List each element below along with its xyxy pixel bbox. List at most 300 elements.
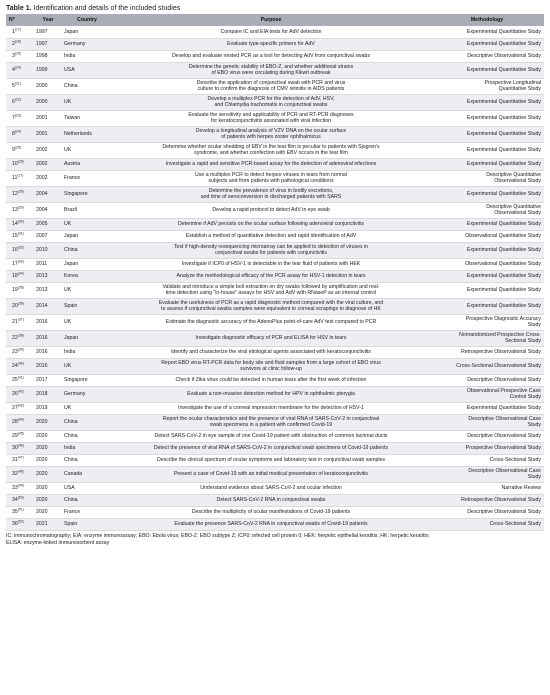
study-country-value: USA	[64, 484, 75, 491]
study-country-value: Singapore	[64, 376, 88, 383]
study-country-value: UK	[64, 404, 72, 411]
methodology-line: Observational Quantitative Study	[465, 232, 541, 239]
study-number	[6, 494, 34, 506]
study-country-value: India	[64, 348, 76, 355]
purpose-line: Investigate a rapid and sensitive PCR-based assay for the detection of adenoviral infections	[165, 160, 377, 167]
study-methodology	[430, 386, 544, 402]
study-number-value: 25	[12, 376, 18, 383]
purpose-line: Report the ocular characteristics and the presence of viral RNA of SARS-CoV-2 in conjunctival	[162, 415, 380, 422]
methodology-line: Experimental Quantitative Study	[466, 160, 541, 167]
study-year-value: 2020	[36, 444, 48, 451]
study-purpose	[112, 314, 430, 330]
reference-number: (40)	[17, 361, 24, 366]
reference-number: (17)	[14, 26, 21, 31]
purpose-line: syndrome, and whether coinfection with EBV occurs in the tear film	[194, 150, 348, 156]
study-year-value: 2017	[36, 376, 48, 383]
studies-table	[6, 14, 544, 531]
methodology-line: Nonrandomized Prospective Cross-	[459, 331, 541, 338]
table-row	[6, 442, 544, 454]
table-row	[6, 518, 544, 530]
reference-number: (34)	[17, 271, 24, 276]
study-country-value: UK	[64, 362, 72, 369]
methodology-line: Experimental Quantitative Study	[466, 404, 541, 411]
header-methodology: Methodology	[430, 14, 544, 26]
study-country	[62, 158, 112, 170]
study-year	[34, 314, 62, 330]
study-country	[62, 230, 112, 242]
study-country-value: China	[64, 246, 78, 253]
study-number-value: 34	[12, 496, 18, 503]
table-row	[6, 38, 544, 50]
purpose-line: Evaluate a non-invasive detection method for HPV in ophthalmic pterygia	[187, 390, 355, 397]
purpose-line: Check if Zika virus could be detected in human tears after the first week of infection	[175, 376, 367, 383]
study-purpose	[112, 346, 430, 358]
purpose-line: Develop and evaluate nested PCR as a tool for detecting AdV from conjunctival swabs	[171, 52, 371, 59]
reference-number: (24)	[14, 129, 21, 134]
reference-number: (23)	[14, 113, 21, 118]
study-country-value: UK	[64, 286, 72, 293]
study-year-value: 2001	[36, 114, 48, 121]
purpose-line: Report EBO virus RT-PCR data for body site and fluid samples from a large cohort of EBO virus	[161, 359, 381, 366]
study-number-value: 10	[12, 160, 18, 167]
study-number	[6, 518, 34, 530]
study-country	[62, 258, 112, 270]
study-number	[6, 94, 34, 110]
purpose-line: Determine the prevalence of virus in bodily excretions,	[208, 187, 334, 194]
study-country	[62, 330, 112, 346]
study-number	[6, 454, 34, 466]
methodology-line: Experimental Quantitative Study	[466, 98, 541, 105]
study-purpose	[112, 298, 430, 314]
study-methodology	[430, 126, 544, 142]
table-row	[6, 482, 544, 494]
study-country	[62, 50, 112, 62]
table-row	[6, 50, 544, 62]
study-methodology	[430, 298, 544, 314]
study-country	[62, 402, 112, 414]
reference-number: (32)	[17, 245, 24, 250]
study-year-value: 2020	[36, 496, 48, 503]
study-number-value: 23	[12, 348, 18, 355]
study-number	[6, 142, 34, 158]
table-row	[6, 94, 544, 110]
table-row	[6, 494, 544, 506]
study-number-value: 20	[12, 302, 18, 309]
study-number-value: 19	[12, 286, 18, 293]
study-year	[34, 430, 62, 442]
purpose-line: and time of seroconversion in discharged patients with SARS	[200, 194, 342, 200]
methodology-line: Experimental Quantitative Study	[466, 220, 541, 227]
study-number-value: 28	[12, 418, 18, 425]
purpose-line: Validate and introduce a simple boil extraction on dry swabs followed by amplification and real-	[162, 283, 380, 290]
study-purpose	[112, 454, 430, 466]
study-number	[6, 78, 34, 94]
table-row	[6, 110, 544, 126]
study-number	[6, 330, 34, 346]
purpose-line: to assess if conjunctival swabs samples were equivalent to corneal scrapings to diagnose of HK	[161, 306, 381, 312]
table-row	[6, 466, 544, 482]
study-year-value: 1999	[36, 66, 48, 73]
study-number	[6, 506, 34, 518]
study-country	[62, 298, 112, 314]
purpose-line: Compare IC and EIA tests for AdV detection	[220, 28, 322, 35]
purpose-line: Describe the multiplicity of ocular manifestations of Covid-19 patients	[191, 508, 351, 515]
study-country	[62, 78, 112, 94]
table-row	[6, 314, 544, 330]
study-year-value: 2020	[36, 432, 48, 439]
methodology-line: Retrospective Observational Study	[461, 348, 541, 355]
study-number	[6, 126, 34, 142]
study-country	[62, 518, 112, 530]
study-number-value: 22	[12, 334, 18, 341]
study-year	[34, 466, 62, 482]
study-year	[34, 482, 62, 494]
study-country	[62, 242, 112, 258]
table-caption	[6, 3, 544, 14]
study-number-value: 21	[12, 318, 18, 325]
methodology-line: Retrospective Observational Study	[461, 496, 541, 503]
methodology-line: Experimental Quantitative Study	[466, 286, 541, 293]
study-methodology	[430, 454, 544, 466]
study-number	[6, 282, 34, 298]
reference-number: (30)	[17, 219, 24, 224]
study-number	[6, 110, 34, 126]
study-country-value: UK	[64, 220, 72, 227]
study-number	[6, 402, 34, 414]
methodology-line: Experimental Quantitative Study	[466, 40, 541, 47]
study-year-value: 2016	[36, 362, 48, 369]
study-year	[34, 506, 62, 518]
table-row	[6, 386, 544, 402]
table-row	[6, 142, 544, 158]
study-year	[34, 258, 62, 270]
study-country	[62, 314, 112, 330]
methodology-line: Cross-Sectional Study	[489, 520, 541, 527]
study-country	[62, 62, 112, 78]
study-methodology	[430, 142, 544, 158]
table-row	[6, 282, 544, 298]
study-methodology	[430, 186, 544, 202]
study-country-value: Germany	[64, 390, 86, 397]
study-year	[34, 402, 62, 414]
purpose-line: culture to confirm the diagnosis of CMV retinitis in AIDS patients	[197, 86, 345, 92]
table-row	[6, 202, 544, 218]
purpose-line: Develop a longitudinal analysis of VZV DNA on the ocular surface	[195, 127, 347, 134]
study-country	[62, 454, 112, 466]
study-purpose	[112, 26, 430, 38]
table-row	[6, 230, 544, 242]
study-year	[34, 330, 62, 346]
study-methodology	[430, 94, 544, 110]
study-country-value: India	[64, 444, 76, 451]
study-methodology	[430, 282, 544, 298]
study-purpose	[112, 430, 430, 442]
purpose-line: Evaluate the presence SARS-CoV-2 RNA in conjunctival swabs of Covid-19 patients	[174, 520, 368, 527]
study-purpose	[112, 358, 430, 374]
study-year-value: 2013	[36, 272, 48, 279]
study-year-value: 2011	[36, 260, 48, 267]
study-year	[34, 242, 62, 258]
study-year	[34, 126, 62, 142]
study-number	[6, 38, 34, 50]
study-methodology	[430, 110, 544, 126]
study-number-value: 30	[12, 444, 18, 451]
purpose-line: swab specimens in a patient with confirmed Covid-19	[209, 422, 333, 428]
reference-number: (49)	[17, 483, 24, 488]
table-header-row	[6, 14, 544, 26]
table-row	[6, 506, 544, 518]
study-purpose	[112, 258, 430, 270]
study-country	[62, 466, 112, 482]
study-number-value: 29	[12, 432, 18, 439]
purpose-line: Determine whether ocular shedding of EBV in the tear film is peculiar to patients with Sjogren's	[162, 143, 380, 150]
purpose-line: Describe the application of conjunctival swab with PCR and virus	[196, 79, 346, 86]
study-country	[62, 482, 112, 494]
methodology-line: Descriptive Observational Study	[467, 52, 541, 59]
study-country	[62, 110, 112, 126]
study-year	[34, 110, 62, 126]
reference-number: (47)	[17, 455, 24, 460]
study-country-value: Japan	[64, 334, 79, 341]
study-country	[62, 186, 112, 202]
methodology-line: Experimental Quantitative Study	[466, 190, 541, 197]
methodology-line: Control Study	[509, 394, 541, 400]
study-country	[62, 346, 112, 358]
purpose-line: Evaluate type-specific primers for AdV	[227, 40, 315, 47]
study-purpose	[112, 482, 430, 494]
purpose-line: Investigate diagnostic efficacy of PCR and ELISA for HSV in tears	[195, 334, 347, 341]
methodology-line: Cross-Sectional Observational Study	[456, 362, 541, 369]
study-methodology	[430, 270, 544, 282]
reference-number: (42)	[17, 389, 24, 394]
study-number-value: 3	[12, 52, 15, 59]
study-country-value: India	[64, 52, 76, 59]
purpose-line: Investigate if ICP0 of HSV-1 is detectable in the tear fluid of patients with HEK	[181, 260, 361, 267]
study-number	[6, 186, 34, 202]
study-methodology	[430, 518, 544, 530]
study-year-value: 2020	[36, 470, 48, 477]
purpose-line: Evaluate the usefulness of PCR as a rapid diagnostic method compared with the viral culture, and	[158, 299, 384, 306]
study-methodology	[430, 78, 544, 94]
study-number	[6, 26, 34, 38]
study-purpose	[112, 242, 430, 258]
study-number	[6, 374, 34, 386]
methodology-line: Observational Study	[494, 178, 541, 184]
methodology-line: Sectional Study	[504, 338, 541, 344]
study-year	[34, 518, 62, 530]
study-country-value: UK	[64, 146, 72, 153]
study-year	[34, 158, 62, 170]
purpose-line: Establish a method of quantitative detection and rapid identification of AdV	[185, 232, 357, 239]
table-footnote	[6, 531, 544, 547]
reference-number: (39)	[17, 347, 24, 352]
reference-number: (48)	[17, 469, 24, 474]
study-number-value: 7	[12, 114, 15, 121]
purpose-line: Develop a multiplex PCR for the detection of AdV, HSV,	[207, 95, 335, 102]
study-methodology	[430, 258, 544, 270]
study-year	[34, 442, 62, 454]
methodology-line: Narrative Review	[501, 484, 541, 491]
study-year	[34, 282, 62, 298]
methodology-line: Descriptive Quantitative	[486, 203, 541, 210]
reference-number: (35)	[17, 285, 24, 290]
study-methodology	[430, 218, 544, 230]
study-country	[62, 202, 112, 218]
table-row	[6, 258, 544, 270]
study-purpose	[112, 414, 430, 430]
study-country	[62, 170, 112, 186]
study-country-value: UK	[64, 318, 72, 325]
study-number	[6, 482, 34, 494]
study-year-value: 1997	[36, 28, 48, 35]
study-number	[6, 358, 34, 374]
study-methodology	[430, 242, 544, 258]
study-purpose	[112, 186, 430, 202]
study-number-value: 8	[12, 130, 15, 137]
table-row	[6, 414, 544, 430]
study-country	[62, 142, 112, 158]
reference-number: (45)	[17, 431, 24, 436]
table-row	[6, 358, 544, 374]
footnote-line: ELISA: enzyme-linked immunosorbent assay	[6, 539, 110, 546]
study-number-value: 27	[12, 404, 18, 411]
purpose-line: Determine if AdV persists on the ocular surface following adenoviral conjunctivitis	[178, 220, 364, 227]
study-number	[6, 62, 34, 78]
table-row	[6, 430, 544, 442]
study-country-value: Spain	[64, 520, 78, 527]
study-country	[62, 374, 112, 386]
reference-number: (22)	[14, 97, 21, 102]
study-methodology	[430, 230, 544, 242]
study-country-value: Japan	[64, 232, 79, 239]
purpose-line: Detect the presence of viral RNA of SARS-CoV-2 in conjunctival swab specimens of Covid-19 patients	[153, 444, 389, 451]
study-country-value: China	[64, 496, 78, 503]
methodology-line: Descriptive Observational Case	[468, 467, 541, 474]
study-country-value: Taiwan	[64, 114, 81, 121]
study-purpose	[112, 158, 430, 170]
study-methodology	[430, 402, 544, 414]
study-country	[62, 126, 112, 142]
study-purpose	[112, 142, 430, 158]
study-country	[62, 494, 112, 506]
study-year	[34, 50, 62, 62]
study-year	[34, 298, 62, 314]
caption-label: Table 1.	[6, 5, 32, 12]
methodology-line: Experimental Quantitative Study	[466, 302, 541, 309]
study-number-value: 26	[12, 390, 18, 397]
table-row	[6, 454, 544, 466]
table-body	[6, 26, 544, 530]
study-year	[34, 186, 62, 202]
study-year-value: 1997	[36, 40, 48, 47]
methodology-line: Cross-Sectional Study	[489, 456, 541, 463]
study-country-value: China	[64, 82, 78, 89]
study-country	[62, 430, 112, 442]
methodology-line: Descriptive Quantitative	[486, 171, 541, 178]
study-year	[34, 38, 62, 50]
study-year	[34, 94, 62, 110]
study-year	[34, 494, 62, 506]
table-row	[6, 218, 544, 230]
study-year-value: 2020	[36, 484, 48, 491]
purpose-line: Understand evidence about SARS-CoV-2 and ocular infection	[200, 484, 342, 491]
study-purpose	[112, 466, 430, 482]
study-purpose	[112, 494, 430, 506]
study-year	[34, 78, 62, 94]
table-row	[6, 330, 544, 346]
study-number-value: 12	[12, 190, 18, 197]
study-number	[6, 414, 34, 430]
study-year	[34, 170, 62, 186]
study-year-value: 2021	[36, 520, 48, 527]
reference-number: (38)	[17, 333, 24, 338]
reference-number: (51)	[17, 507, 24, 512]
purpose-line: Present a case of Covid-19 with an initial medical presentation of keratoconjunctivitis	[173, 470, 369, 477]
reference-number: (19)	[14, 51, 21, 56]
study-number-value: 15	[12, 232, 18, 239]
table-row	[6, 78, 544, 94]
methodology-line: Quantitative Study	[498, 86, 541, 92]
table-row	[6, 62, 544, 78]
study-number	[6, 386, 34, 402]
study-country-value: UK	[64, 98, 72, 105]
purpose-line: time detection using "in-house" assays for HSV and AdV with RNaseP as an internal control	[165, 290, 377, 296]
study-number	[6, 230, 34, 242]
table-row	[6, 374, 544, 386]
purpose-line: Estimate the diagnostic accuracy of the AdenoPlus point-of-care AdV test compared to PCR	[165, 318, 377, 325]
study-year	[34, 26, 62, 38]
study-country-value: Austria	[64, 160, 81, 167]
study-year-value: 2010	[36, 246, 48, 253]
study-year-value: 2018	[36, 390, 48, 397]
study-number	[6, 298, 34, 314]
study-number	[6, 314, 34, 330]
study-year	[34, 270, 62, 282]
study-year-value: 2019	[36, 404, 48, 411]
study-year-value: 2020	[36, 456, 48, 463]
reference-number: (37)	[17, 317, 24, 322]
study-year	[34, 230, 62, 242]
study-purpose	[112, 38, 430, 50]
study-year-value: 2000	[36, 82, 48, 89]
study-year-value: 2001	[36, 130, 48, 137]
study-number-value: 31	[12, 456, 18, 463]
study-country-value: Korea	[64, 272, 78, 279]
study-country	[62, 506, 112, 518]
study-purpose	[112, 202, 430, 218]
methodology-line: Study	[527, 474, 541, 480]
study-number	[6, 170, 34, 186]
methodology-line: Prospective Longitudinal	[484, 79, 541, 86]
study-methodology	[430, 494, 544, 506]
study-year-value: 2014	[36, 302, 48, 309]
study-number	[6, 242, 34, 258]
study-number-value: 4	[12, 66, 15, 73]
reference-number: (33)	[17, 259, 24, 264]
table-row	[6, 170, 544, 186]
study-country	[62, 26, 112, 38]
purpose-line: and Chlamydia trachomatis in conjunctival swabs	[214, 102, 328, 108]
study-number-value: 36	[12, 520, 18, 527]
methodology-line: Descriptive Observational Study	[467, 376, 541, 383]
reference-number: (43)	[17, 403, 24, 408]
study-year-value: 2004	[36, 206, 48, 213]
study-purpose	[112, 518, 430, 530]
purpose-line: for keratoconjunctivitis associated with viral infection	[211, 118, 331, 124]
reference-number: (29)	[17, 205, 24, 210]
study-number-value: 16	[12, 246, 18, 253]
study-purpose	[112, 270, 430, 282]
